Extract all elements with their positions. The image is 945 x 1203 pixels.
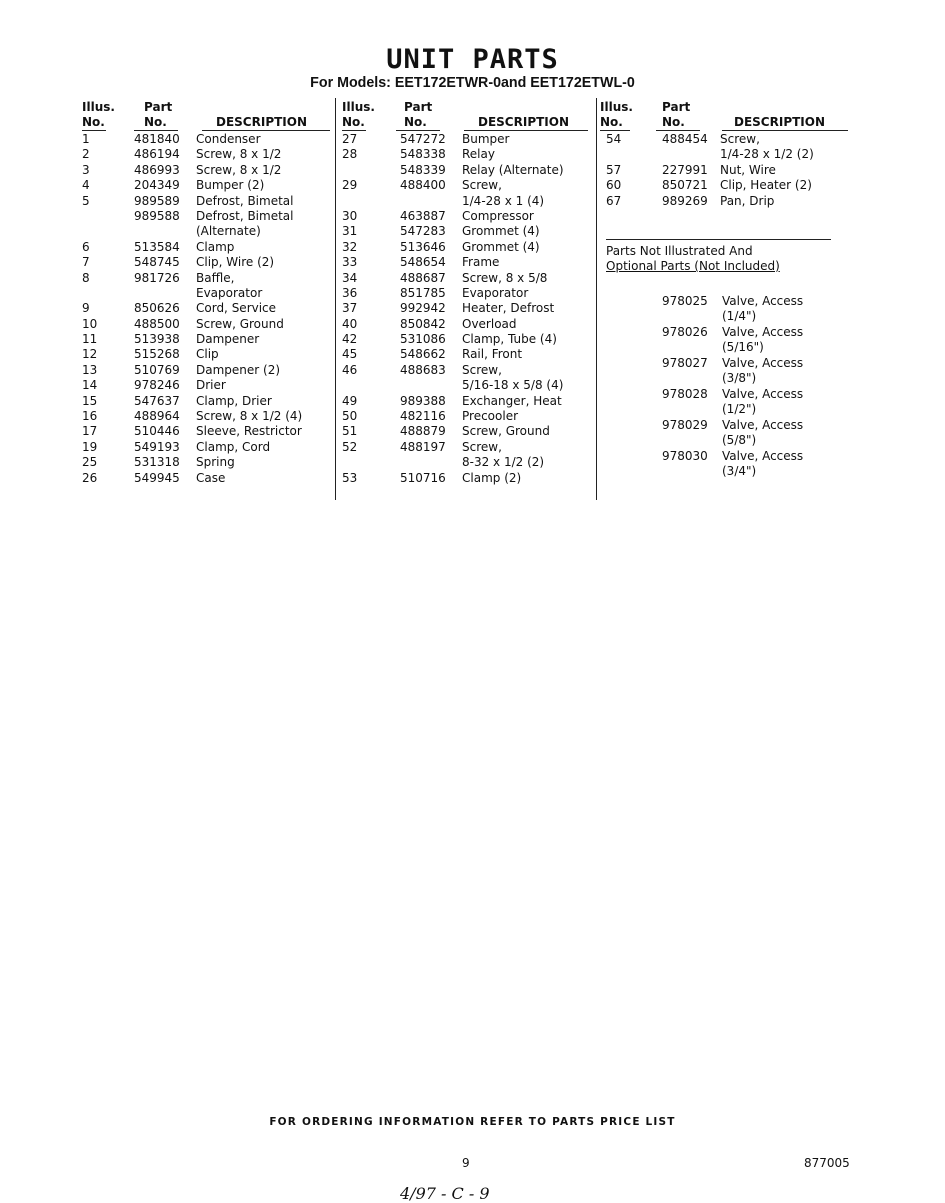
part-description: Pan, Drip bbox=[720, 193, 775, 208]
part-number: 548338 bbox=[400, 147, 446, 162]
illus-number: 50 bbox=[342, 409, 358, 424]
part-description: Cord, Service bbox=[196, 301, 277, 316]
part-number: 513938 bbox=[134, 332, 180, 347]
parts-list bbox=[342, 132, 590, 486]
part-number: 549193 bbox=[134, 439, 180, 454]
table-row bbox=[606, 132, 851, 147]
page-number: 9 bbox=[462, 1156, 470, 1170]
table-row bbox=[606, 147, 851, 162]
illus-number: 67 bbox=[606, 193, 622, 208]
part-description: Clamp, Tube (4) bbox=[462, 332, 557, 347]
part-header: Part bbox=[404, 100, 433, 114]
part-number: 548662 bbox=[400, 347, 446, 362]
illus-number: 8 bbox=[82, 270, 90, 285]
optional-part bbox=[606, 387, 851, 418]
illus-number: 45 bbox=[342, 347, 358, 362]
illus-no-header: No. bbox=[82, 115, 105, 129]
table-row bbox=[82, 347, 332, 362]
column-divider bbox=[335, 98, 336, 500]
table-row bbox=[82, 424, 332, 439]
part-number: 851785 bbox=[400, 285, 446, 300]
part-number: 531318 bbox=[134, 455, 180, 470]
part-number: 510769 bbox=[134, 362, 180, 377]
table-row bbox=[82, 301, 332, 316]
illus-number: 53 bbox=[342, 470, 358, 485]
part-description: Clip, Wire (2) bbox=[196, 255, 275, 270]
part-number: 978030 bbox=[662, 448, 708, 463]
illus-number: 27 bbox=[342, 132, 358, 146]
table-row bbox=[606, 433, 851, 449]
illus-header: Illus. bbox=[342, 100, 375, 114]
part-description: Screw, bbox=[462, 178, 502, 193]
part-size: (1/2") bbox=[722, 402, 757, 417]
table-row bbox=[342, 178, 590, 193]
column-header bbox=[600, 100, 851, 132]
page-title: UNIT PARTS bbox=[386, 44, 559, 75]
table-row bbox=[342, 440, 590, 455]
part-description: Relay (Alternate) bbox=[462, 162, 564, 177]
optional-parts-list bbox=[606, 294, 851, 480]
table-row bbox=[342, 455, 590, 470]
part-number: 548654 bbox=[400, 255, 446, 270]
part-no-header: No. bbox=[404, 115, 427, 129]
illus-number: 40 bbox=[342, 316, 358, 331]
table-row bbox=[82, 224, 332, 239]
part-number: 989269 bbox=[662, 193, 708, 208]
models-subtitle: For Models: EET172ETWR-0and EET172ETWL-0 bbox=[310, 74, 635, 91]
handwritten-note: 4/97 - C - 9 bbox=[400, 1184, 490, 1203]
illus-number: 57 bbox=[606, 162, 622, 177]
part-description: Spring bbox=[196, 455, 235, 470]
part-description: Dampener (2) bbox=[196, 362, 281, 377]
part-number: 488500 bbox=[134, 316, 180, 331]
illus-number: 37 bbox=[342, 301, 358, 316]
part-number: 488454 bbox=[662, 132, 708, 146]
table-row bbox=[82, 240, 332, 255]
part-description: Compressor bbox=[462, 208, 534, 223]
part-description: Clamp, Cord bbox=[196, 439, 271, 454]
optional-part bbox=[606, 418, 851, 449]
part-description: Valve, Access bbox=[722, 355, 804, 370]
column-header bbox=[342, 100, 590, 132]
illus-number: 6 bbox=[82, 239, 90, 254]
part-description: Clip, Heater (2) bbox=[720, 178, 812, 193]
notes-line-2: Optional Parts (Not Included) bbox=[606, 258, 780, 273]
table-row bbox=[342, 240, 590, 255]
table-row bbox=[606, 402, 851, 418]
table-row bbox=[606, 340, 851, 356]
table-row bbox=[606, 309, 851, 325]
part-number: 513646 bbox=[400, 239, 446, 254]
illus-number: 25 bbox=[82, 455, 98, 470]
part-number: 510716 bbox=[400, 470, 446, 485]
table-row bbox=[342, 409, 590, 424]
table-row bbox=[82, 163, 332, 178]
part-number: 515268 bbox=[134, 347, 180, 362]
table-row bbox=[606, 194, 851, 209]
part-description: Precooler bbox=[462, 409, 519, 424]
part-description: Valve, Access bbox=[722, 417, 804, 432]
part-size: (5/16") bbox=[722, 340, 764, 355]
illus-number: 31 bbox=[342, 224, 358, 239]
part-description: Screw, 8 x 1/2 (4) bbox=[196, 409, 303, 424]
illus-number: 13 bbox=[82, 362, 98, 377]
part-number: 850842 bbox=[400, 316, 446, 331]
part-description: Heater, Defrost bbox=[462, 301, 555, 316]
part-description: Defrost, Bimetal bbox=[196, 208, 294, 223]
table-row bbox=[82, 286, 332, 301]
table-row bbox=[342, 209, 590, 224]
table-row bbox=[342, 394, 590, 409]
illus-number: 16 bbox=[82, 409, 98, 424]
part-number: 463887 bbox=[400, 208, 446, 223]
part-description: Valve, Access bbox=[722, 324, 804, 339]
part-description: Screw, bbox=[720, 132, 760, 146]
illus-header: Illus. bbox=[82, 100, 115, 114]
part-description: Baffle, bbox=[196, 270, 235, 285]
table-row bbox=[82, 440, 332, 455]
part-number: 978025 bbox=[662, 293, 708, 308]
part-description: Screw, 8 x 1/2 bbox=[196, 147, 282, 162]
part-description: Screw, 8 x 5/8 bbox=[462, 270, 548, 285]
illus-number: 12 bbox=[82, 347, 98, 362]
table-row bbox=[342, 132, 590, 147]
part-description: Frame bbox=[462, 255, 500, 270]
part-description: 1/4-28 x 1/2 (2) bbox=[720, 147, 814, 162]
parts-column-3 bbox=[600, 100, 851, 480]
part-description: Bumper bbox=[462, 132, 510, 146]
illus-number: 29 bbox=[342, 178, 358, 193]
part-number: 978027 bbox=[662, 355, 708, 370]
part-description: 5/16-18 x 5/8 (4) bbox=[462, 378, 564, 393]
part-number: 981726 bbox=[134, 270, 180, 285]
part-number: 486194 bbox=[134, 147, 180, 162]
part-header: Part bbox=[144, 100, 173, 114]
part-description: Rail, Front bbox=[462, 347, 523, 362]
part-number: 549945 bbox=[134, 470, 180, 485]
part-number: 488687 bbox=[400, 270, 446, 285]
illus-no-header: No. bbox=[600, 115, 623, 129]
illus-number: 1 bbox=[82, 132, 90, 146]
table-row bbox=[606, 325, 851, 341]
parts-column-1 bbox=[82, 100, 332, 486]
part-number: 204349 bbox=[134, 178, 180, 193]
part-number: 548339 bbox=[400, 162, 446, 177]
illus-number: 7 bbox=[82, 255, 90, 270]
part-number: 978028 bbox=[662, 386, 708, 401]
part-description: Condenser bbox=[196, 132, 261, 146]
part-description: Clip bbox=[196, 347, 219, 362]
optional-part bbox=[606, 325, 851, 356]
illus-number: 33 bbox=[342, 255, 358, 270]
optional-part bbox=[606, 356, 851, 387]
illus-number: 19 bbox=[82, 439, 98, 454]
illus-no-header: No. bbox=[342, 115, 365, 129]
part-description: (Alternate) bbox=[196, 224, 261, 239]
table-row bbox=[82, 363, 332, 378]
part-number: 531086 bbox=[400, 332, 446, 347]
table-row bbox=[342, 147, 590, 162]
part-size: (1/4") bbox=[722, 309, 757, 324]
table-row bbox=[342, 471, 590, 486]
part-size: (5/8") bbox=[722, 433, 757, 448]
part-number: 989589 bbox=[134, 193, 180, 208]
part-number: 850721 bbox=[662, 178, 708, 193]
description-header: DESCRIPTION bbox=[216, 115, 308, 129]
illus-number: 51 bbox=[342, 424, 358, 439]
illus-number: 2 bbox=[82, 147, 90, 162]
part-description: Sleeve, Restrictor bbox=[196, 424, 302, 439]
part-description: Overload bbox=[462, 316, 517, 331]
illus-number: 42 bbox=[342, 332, 358, 347]
table-row bbox=[606, 163, 851, 178]
illus-number: 9 bbox=[82, 301, 90, 316]
illus-number: 17 bbox=[82, 424, 98, 439]
table-row bbox=[82, 194, 332, 209]
divider bbox=[606, 239, 831, 240]
table-row bbox=[82, 409, 332, 424]
part-description: Dampener bbox=[196, 332, 260, 347]
illus-header: Illus. bbox=[600, 100, 633, 114]
part-number: 488197 bbox=[400, 439, 446, 454]
illus-number: 10 bbox=[82, 316, 98, 331]
part-number: 978026 bbox=[662, 324, 708, 339]
table-row bbox=[606, 294, 851, 310]
table-row bbox=[606, 464, 851, 480]
part-number: 513584 bbox=[134, 239, 180, 254]
part-description: Case bbox=[196, 470, 226, 485]
table-row bbox=[82, 255, 332, 270]
part-number: 481840 bbox=[134, 132, 180, 146]
part-description: Drier bbox=[196, 378, 226, 393]
table-row bbox=[606, 387, 851, 403]
part-no-header: No. bbox=[662, 115, 685, 129]
table-row bbox=[82, 132, 332, 147]
optional-part bbox=[606, 449, 851, 480]
table-row bbox=[82, 455, 332, 470]
part-number: 482116 bbox=[400, 409, 446, 424]
part-description: 1/4-28 x 1 (4) bbox=[462, 193, 545, 208]
part-description: Clamp (2) bbox=[462, 470, 522, 485]
parts-list bbox=[82, 132, 332, 486]
table-row bbox=[342, 378, 590, 393]
part-number: 850626 bbox=[134, 301, 180, 316]
document-number: 877005 bbox=[804, 1156, 850, 1170]
part-description: Valve, Access bbox=[722, 386, 804, 401]
illus-number: 46 bbox=[342, 362, 358, 377]
part-header: Part bbox=[662, 100, 691, 114]
parts-column-2 bbox=[342, 100, 590, 486]
part-description: Grommet (4) bbox=[462, 224, 540, 239]
part-number: 227991 bbox=[662, 162, 708, 177]
illus-number: 11 bbox=[82, 332, 98, 347]
table-row bbox=[82, 332, 332, 347]
table-row bbox=[342, 363, 590, 378]
part-number: 548745 bbox=[134, 255, 180, 270]
part-size: (3/4") bbox=[722, 464, 757, 479]
part-description: Screw, Ground bbox=[196, 316, 284, 331]
part-number: 989588 bbox=[134, 208, 180, 223]
table-row bbox=[82, 317, 332, 332]
part-number: 510446 bbox=[134, 424, 180, 439]
table-row bbox=[342, 271, 590, 286]
ordering-footer: FOR ORDERING INFORMATION REFER TO PARTS PRICE LIST bbox=[269, 1116, 676, 1128]
table-row bbox=[342, 286, 590, 301]
table-row bbox=[342, 332, 590, 347]
optional-part bbox=[606, 294, 851, 325]
part-description: Screw, 8 x 1/2 bbox=[196, 162, 282, 177]
table-row bbox=[82, 178, 332, 193]
not-illustrated-section bbox=[606, 239, 851, 274]
column-divider bbox=[596, 98, 597, 500]
part-description: Defrost, Bimetal bbox=[196, 193, 294, 208]
notes-line-1: Parts Not Illustrated And bbox=[606, 243, 753, 258]
table-row bbox=[342, 317, 590, 332]
table-row bbox=[342, 424, 590, 439]
part-number: 488683 bbox=[400, 362, 446, 377]
table-row bbox=[82, 394, 332, 409]
table-row bbox=[606, 356, 851, 372]
part-description: Relay bbox=[462, 147, 495, 162]
table-row bbox=[82, 209, 332, 224]
table-row bbox=[82, 471, 332, 486]
table-row bbox=[82, 147, 332, 162]
illus-number: 34 bbox=[342, 270, 358, 285]
part-number: 992942 bbox=[400, 301, 446, 316]
part-number: 488400 bbox=[400, 178, 446, 193]
column-header bbox=[82, 100, 332, 132]
part-description: Screw, bbox=[462, 439, 502, 454]
part-description: 8-32 x 1/2 (2) bbox=[462, 455, 545, 470]
part-description: Nut, Wire bbox=[720, 162, 776, 177]
illus-number: 54 bbox=[606, 132, 622, 146]
table-row bbox=[606, 449, 851, 465]
table-row bbox=[342, 255, 590, 270]
part-description: Bumper (2) bbox=[196, 178, 265, 193]
part-number: 488964 bbox=[134, 409, 180, 424]
part-number: 486993 bbox=[134, 162, 180, 177]
illus-number: 36 bbox=[342, 285, 358, 300]
illus-number: 15 bbox=[82, 393, 98, 408]
illus-number: 30 bbox=[342, 208, 358, 223]
illus-number: 5 bbox=[82, 193, 90, 208]
illus-number: 52 bbox=[342, 439, 358, 454]
part-description: Clamp bbox=[196, 239, 235, 254]
table-row bbox=[606, 178, 851, 193]
table-row bbox=[82, 378, 332, 393]
description-header: DESCRIPTION bbox=[734, 115, 826, 129]
part-number: 488879 bbox=[400, 424, 446, 439]
part-description: Clamp, Drier bbox=[196, 393, 272, 408]
illus-number: 60 bbox=[606, 178, 622, 193]
part-description: Exchanger, Heat bbox=[462, 393, 562, 408]
table-row bbox=[342, 224, 590, 239]
illus-number: 14 bbox=[82, 378, 98, 393]
part-number: 547637 bbox=[134, 393, 180, 408]
part-number: 978246 bbox=[134, 378, 180, 393]
parts-list bbox=[606, 132, 851, 209]
part-description: Grommet (4) bbox=[462, 239, 540, 254]
part-description: Valve, Access bbox=[722, 293, 804, 308]
part-no-header: No. bbox=[144, 115, 167, 129]
table-row bbox=[606, 371, 851, 387]
table-row bbox=[342, 347, 590, 362]
part-number: 547272 bbox=[400, 132, 446, 146]
part-number: 547283 bbox=[400, 224, 446, 239]
part-description: Valve, Access bbox=[722, 448, 804, 463]
illus-number: 26 bbox=[82, 470, 98, 485]
part-number: 978029 bbox=[662, 417, 708, 432]
table-row bbox=[342, 301, 590, 316]
part-description: Evaporator bbox=[196, 285, 263, 300]
part-number: 989388 bbox=[400, 393, 446, 408]
description-header: DESCRIPTION bbox=[478, 115, 570, 129]
table-row bbox=[82, 271, 332, 286]
illus-number: 28 bbox=[342, 147, 358, 162]
illus-number: 3 bbox=[82, 162, 90, 177]
table-row bbox=[342, 194, 590, 209]
illus-number: 32 bbox=[342, 239, 358, 254]
part-description: Screw, Ground bbox=[462, 424, 550, 439]
table-row bbox=[342, 163, 590, 178]
illus-number: 4 bbox=[82, 178, 90, 193]
part-description: Screw, bbox=[462, 362, 502, 377]
table-row bbox=[606, 418, 851, 434]
part-size: (3/8") bbox=[722, 371, 757, 386]
part-description: Evaporator bbox=[462, 285, 529, 300]
illus-number: 49 bbox=[342, 393, 358, 408]
